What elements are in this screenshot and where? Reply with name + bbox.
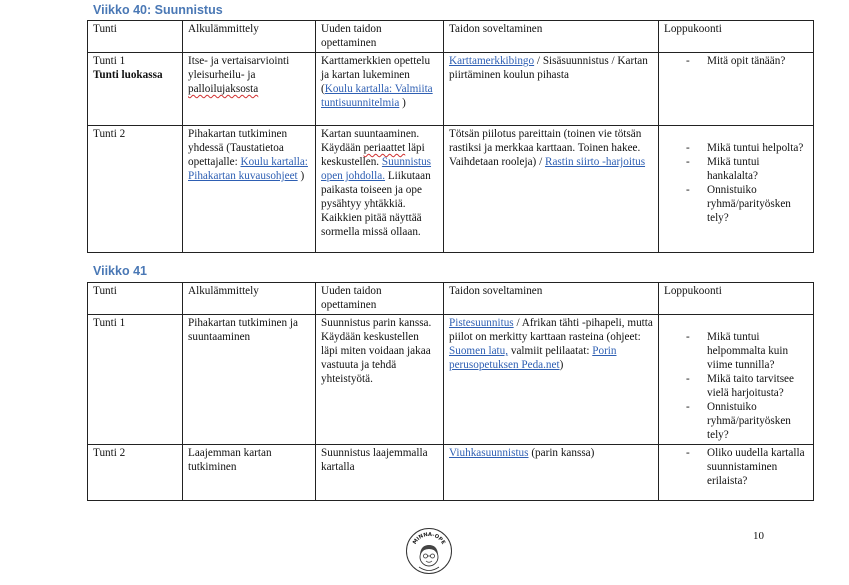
warmup-text: Itse- ja vertaisarviointi yleisurheilu- ja [188,55,290,81]
apply-cell [444,445,659,501]
apply-text: / Sisäsuunnistus / Kartan piirtäminen koulun pihasta [449,55,648,81]
tunti-label: Tunti 1 [93,55,126,67]
table-row [88,445,814,501]
header-cell: Loppukoonti [659,21,814,53]
list-item: - Mikä taito tarvitsee vielä harjoitusta? [664,372,808,400]
list-item: - Mikä tuntui helpolta? [664,141,808,155]
list-item: - Mikä tuntui hankalalta? [664,155,808,183]
teach-text-end: Liikutaan paikasta toiseen ja ope pysähtyy yhtäkkiä. Kaikkien pitää näyttää sormella missä ollaan. [321,170,431,238]
teach-cell: Suunnistus laajemmalla kartalla [316,445,444,501]
summary-cell [659,53,814,126]
karttamerkkibingo-link[interactable]: Karttamerkkibingo [449,55,535,67]
tunti-note: Tunti luokassa [93,69,163,81]
header-cell: Uuden taidon opettaminen [316,283,444,315]
rastin-siirto-link[interactable]: Rastin siirto -harjoitus [544,156,646,168]
header-cell: Tunti [88,21,183,53]
header-cell: Taidon soveltaminen [444,21,659,53]
apply-text: (parin kanssa) [528,447,595,459]
table-row [88,53,814,126]
teach-text: Karttamerkkien opettelu ja kartan lukeminen ( [321,55,431,95]
summary-list [664,330,808,442]
teach-text-squiggly: periaattet [363,142,406,154]
summary-list [664,141,808,225]
teach-text-end: ) [399,97,406,109]
list-item: - Mitä opit tänään? [664,54,808,68]
peda-net-link[interactable]: Porin perusopetuksen Peda.net [449,345,617,371]
header-cell: Uuden taidon opettaminen [316,21,444,53]
table-header-row [88,283,814,315]
header-cell: Alkulämmittely [183,283,316,315]
summary-list [664,446,808,488]
summary-cell [659,126,814,253]
apply-cell [444,315,659,445]
summary-list [664,54,808,68]
minna-ope-logo-icon [405,527,453,575]
warmup-text-end: ) [297,170,305,182]
teach-link[interactable]: Koulu kartalla: Valmiita tuntisuunnitelmia [321,83,433,109]
warmup-text: Pihakartan tutkiminen yhdessä (Taustatietoa opettajalle: [188,128,288,168]
apply-text-mid: valmiit pelilaatat: [508,345,593,357]
header-cell: Taidon soveltaminen [444,283,659,315]
warmup-cell: Laajemman kartan tutkiminen [183,445,316,501]
list-item: - Onnistuiko ryhmä/parityösken tely? [664,183,808,225]
apply-text-end: ) [559,359,564,371]
header-cell: Tunti [88,283,183,315]
page-number: 10 [753,530,764,542]
list-item: - Onnistuiko ryhmä/parityösken tely? [664,400,808,442]
suunnistus-open-johdolla-link[interactable]: Suunnistus open johdolla. [321,156,432,182]
summary-cell [659,445,814,501]
tunti-cell [88,53,183,126]
list-item: - Oliko uudella kartalla suunnistaminen erilaista? [664,446,808,488]
warmup-text-squiggly: palloilujaksosta [188,83,259,95]
list-item: - Mikä tuntui helpommalta kuin viime tunnilla? [664,330,808,372]
warmup-cell [183,126,316,253]
header-cell: Loppukoonti [659,283,814,315]
apply-text: Tötsän piilotus pareittain (toinen vie tötsän rastiksi ja merkkaa karttaan. Toinen hakee. Vaihdetaan rooleja) / [449,128,642,168]
table-row [88,315,814,445]
week40-heading: Viikko 40: Suunnistus [93,3,223,17]
week41-heading: Viikko 41 [93,264,147,278]
pistesuunnitus-link[interactable]: Pistesuunnitus [449,317,514,329]
week41-table [87,282,814,501]
tunti-cell: Tunti 2 [88,126,183,253]
table-header-row [88,21,814,53]
svg-text:MINNA-OPE: MINNA-OPE [411,531,447,546]
tunti-cell: Tunti 1 [88,315,183,445]
pihakartan-kuvausohjeet-link[interactable]: Koulu kartalla: Pihakartan kuvausohjeet [188,156,308,182]
teach-cell [316,126,444,253]
apply-cell [444,53,659,126]
teach-text-mid: läpi keskustellen. [321,142,425,168]
apply-cell [444,126,659,253]
suomen-latu-link[interactable]: Suomen latu, [449,345,509,357]
table-row [88,126,814,253]
tunti-cell: Tunti 2 [88,445,183,501]
warmup-cell [183,53,316,126]
teach-text: Kartan suuntaaminen. Käydään [321,128,420,154]
teach-cell [316,53,444,126]
teach-cell: Suunnistus parin kanssa. Käydään keskustellen läpi miten voidaan jakaa vastuuta ja tehdä yhteistyötä. [316,315,444,445]
apply-text: / Afrikan tähti -pihapeli, mutta piilot on merkitty karttaan rasteina (ohjeet: [449,317,653,343]
header-cell: Alkulämmittely [183,21,316,53]
viuhkasuunnistus-link[interactable]: Viuhkasuunnistus [449,447,529,459]
week40-table [87,20,814,253]
warmup-cell: Pihakartan tutkiminen ja suuntaaminen [183,315,316,445]
summary-cell [659,315,814,445]
